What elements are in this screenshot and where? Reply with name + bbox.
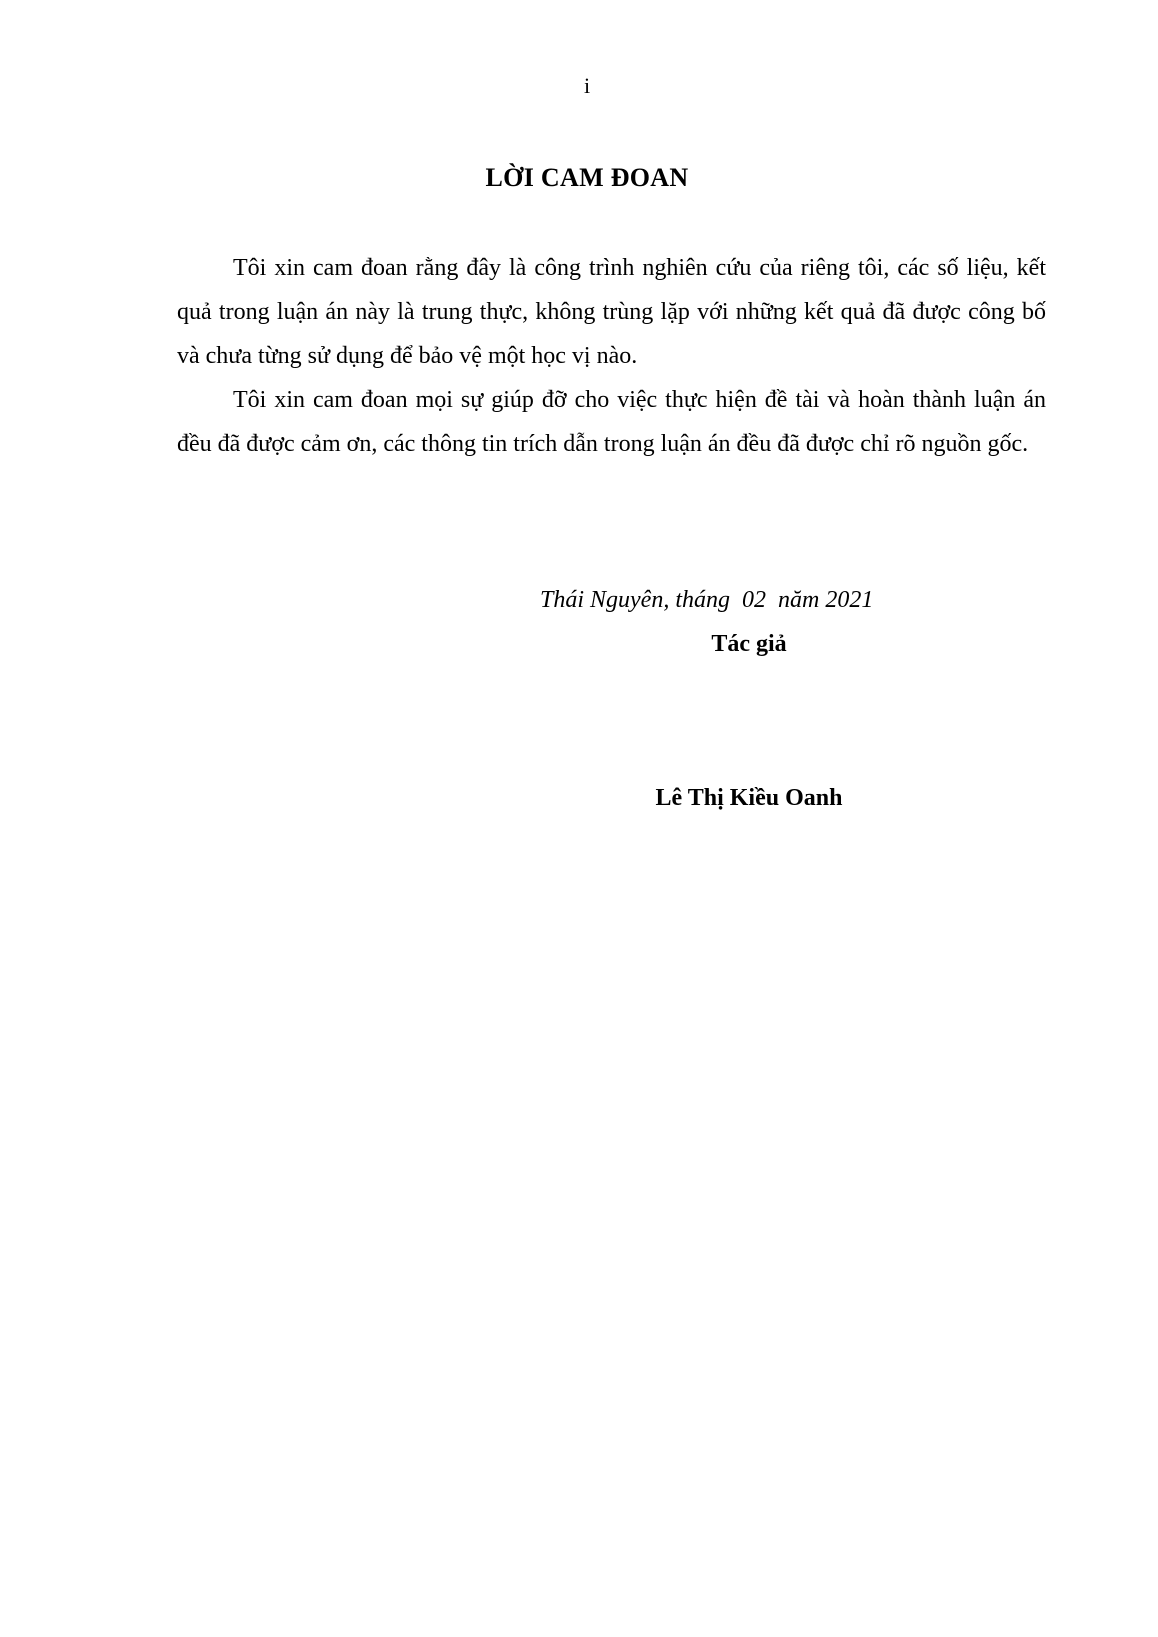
signature-role: Tác giả (711, 631, 787, 657)
signature-name: Lê Thị Kiều Oanh (655, 785, 843, 811)
declaration-body (177, 246, 1046, 466)
declaration-paragraph-1: Tôi xin cam đoan rằng đây là công trình nghiên cứu của riêng tôi, các số liệu, kết quả trong luận án này là trung thực, không trùng lặp với những kết quả đã được công bố và chưa từng sử dụng để bảo vệ một học vị nào. (177, 255, 1046, 369)
page-title: LỜI CAM ĐOAN (485, 163, 689, 192)
signature-place-date: Thái Nguyên, tháng 02 năm 2021 (540, 587, 874, 613)
page-number: i (583, 73, 591, 98)
declaration-paragraph-2: Tôi xin cam đoan mọi sự giúp đỡ cho việc thực hiện đề tài và hoàn thành luận án đều đã được cảm ơn, các thông tin trích dẫn trong luận án đều đã được chỉ rõ nguồn gốc. (177, 387, 1046, 457)
